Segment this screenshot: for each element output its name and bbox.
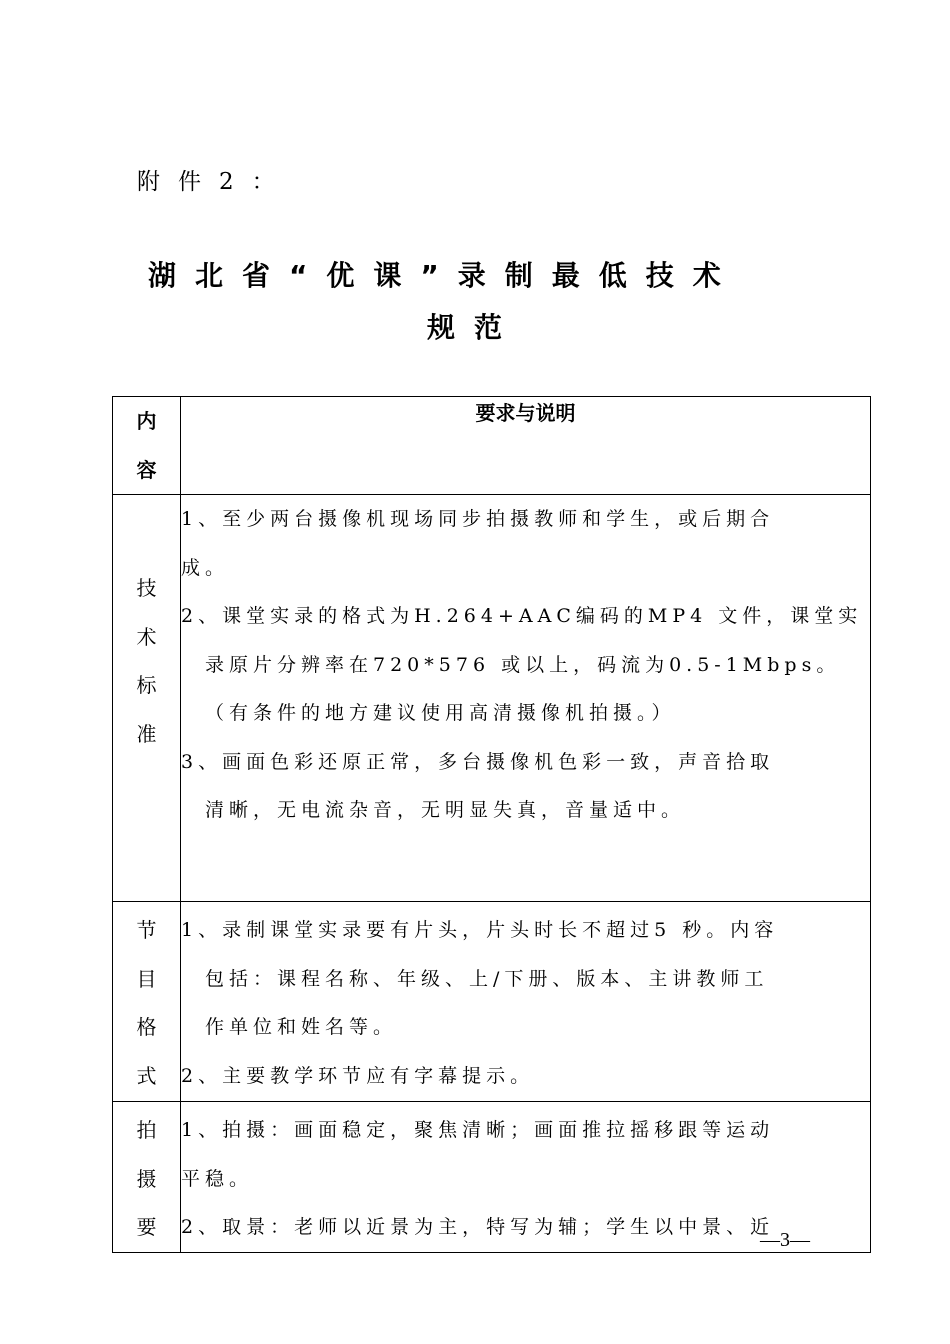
page-number: —3— xyxy=(760,1229,810,1251)
content-line: 录原片分辨率在720*576 或以上，码流为0.5-1Mbps。 xyxy=(205,653,841,676)
attachment-label: 附件2： xyxy=(137,169,293,195)
row-label-char: 式 xyxy=(136,1063,157,1088)
table-row-technical-standard xyxy=(113,495,871,902)
content-line: 包括：课程名称、年级、上/下册、版本、主讲教师工 xyxy=(205,967,769,990)
table-header-row xyxy=(113,397,871,495)
row-content-program-format xyxy=(181,902,871,1102)
content-line: 2、课堂实录的格式为H.264+AAC编码的MP4 文件，课堂实 xyxy=(181,605,863,627)
content-line: 1、至少两台摄像机现场同步拍摄教师和学生，或后期合 xyxy=(181,508,775,530)
document-title-line-2: 规范 xyxy=(427,311,522,344)
header-label-char: 内 xyxy=(136,409,157,433)
content-line: 2、主要教学环节应有字幕提示。 xyxy=(181,1064,535,1087)
document-title-line-1: 湖北省“优课”录制最低技术 xyxy=(148,259,740,292)
content-line: 1、录制课堂实录要有片头，片头时长不超过5 秒。内容 xyxy=(181,919,779,941)
row-label-char: 目 xyxy=(136,966,157,991)
content-line: 1、拍摄：画面稳定，聚焦清晰；画面推拉摇移跟等运动 xyxy=(181,1119,775,1141)
row-label-char: 格 xyxy=(136,1015,157,1039)
header-requirements-cell: 要求与说明 xyxy=(181,397,871,495)
header-content-cell xyxy=(113,397,181,495)
table-row-shooting-requirements xyxy=(113,1102,871,1253)
header-label-char: 容 xyxy=(136,457,157,482)
row-label-char: 摄 xyxy=(136,1166,157,1191)
row-label-char: 标 xyxy=(136,673,157,697)
content-line: （有条件的地方建议使用高清摄像机拍摄。） xyxy=(205,702,676,724)
content-line: 作单位和姓名等。 xyxy=(205,1016,398,1038)
row-label-shooting-requirements xyxy=(113,1102,181,1253)
content-line: 清晰，无电流杂音，无明显失真，音量适中。 xyxy=(205,799,686,821)
row-label-char: 术 xyxy=(136,624,157,649)
content-line: 平稳。 xyxy=(181,1167,254,1190)
content-line: 3、画面色彩还原正常，多台摄像机色彩一致，声音拾取 xyxy=(181,750,775,773)
row-label-char: 准 xyxy=(136,721,157,746)
row-label-program-format xyxy=(113,902,181,1102)
table-row-program-format xyxy=(113,902,871,1102)
row-label-char: 拍 xyxy=(136,1118,157,1142)
row-label-technical-standard xyxy=(113,495,181,902)
spec-table xyxy=(112,396,871,1253)
row-label-char: 节 xyxy=(136,918,157,942)
row-label-char: 技 xyxy=(136,576,157,600)
content-line: 成。 xyxy=(181,556,230,579)
row-label-char: 要 xyxy=(136,1215,157,1239)
content-line: 2、取景：老师以近景为主，特写为辅；学生以中景、近 xyxy=(181,1216,775,1238)
row-content-technical-standard xyxy=(181,495,871,902)
